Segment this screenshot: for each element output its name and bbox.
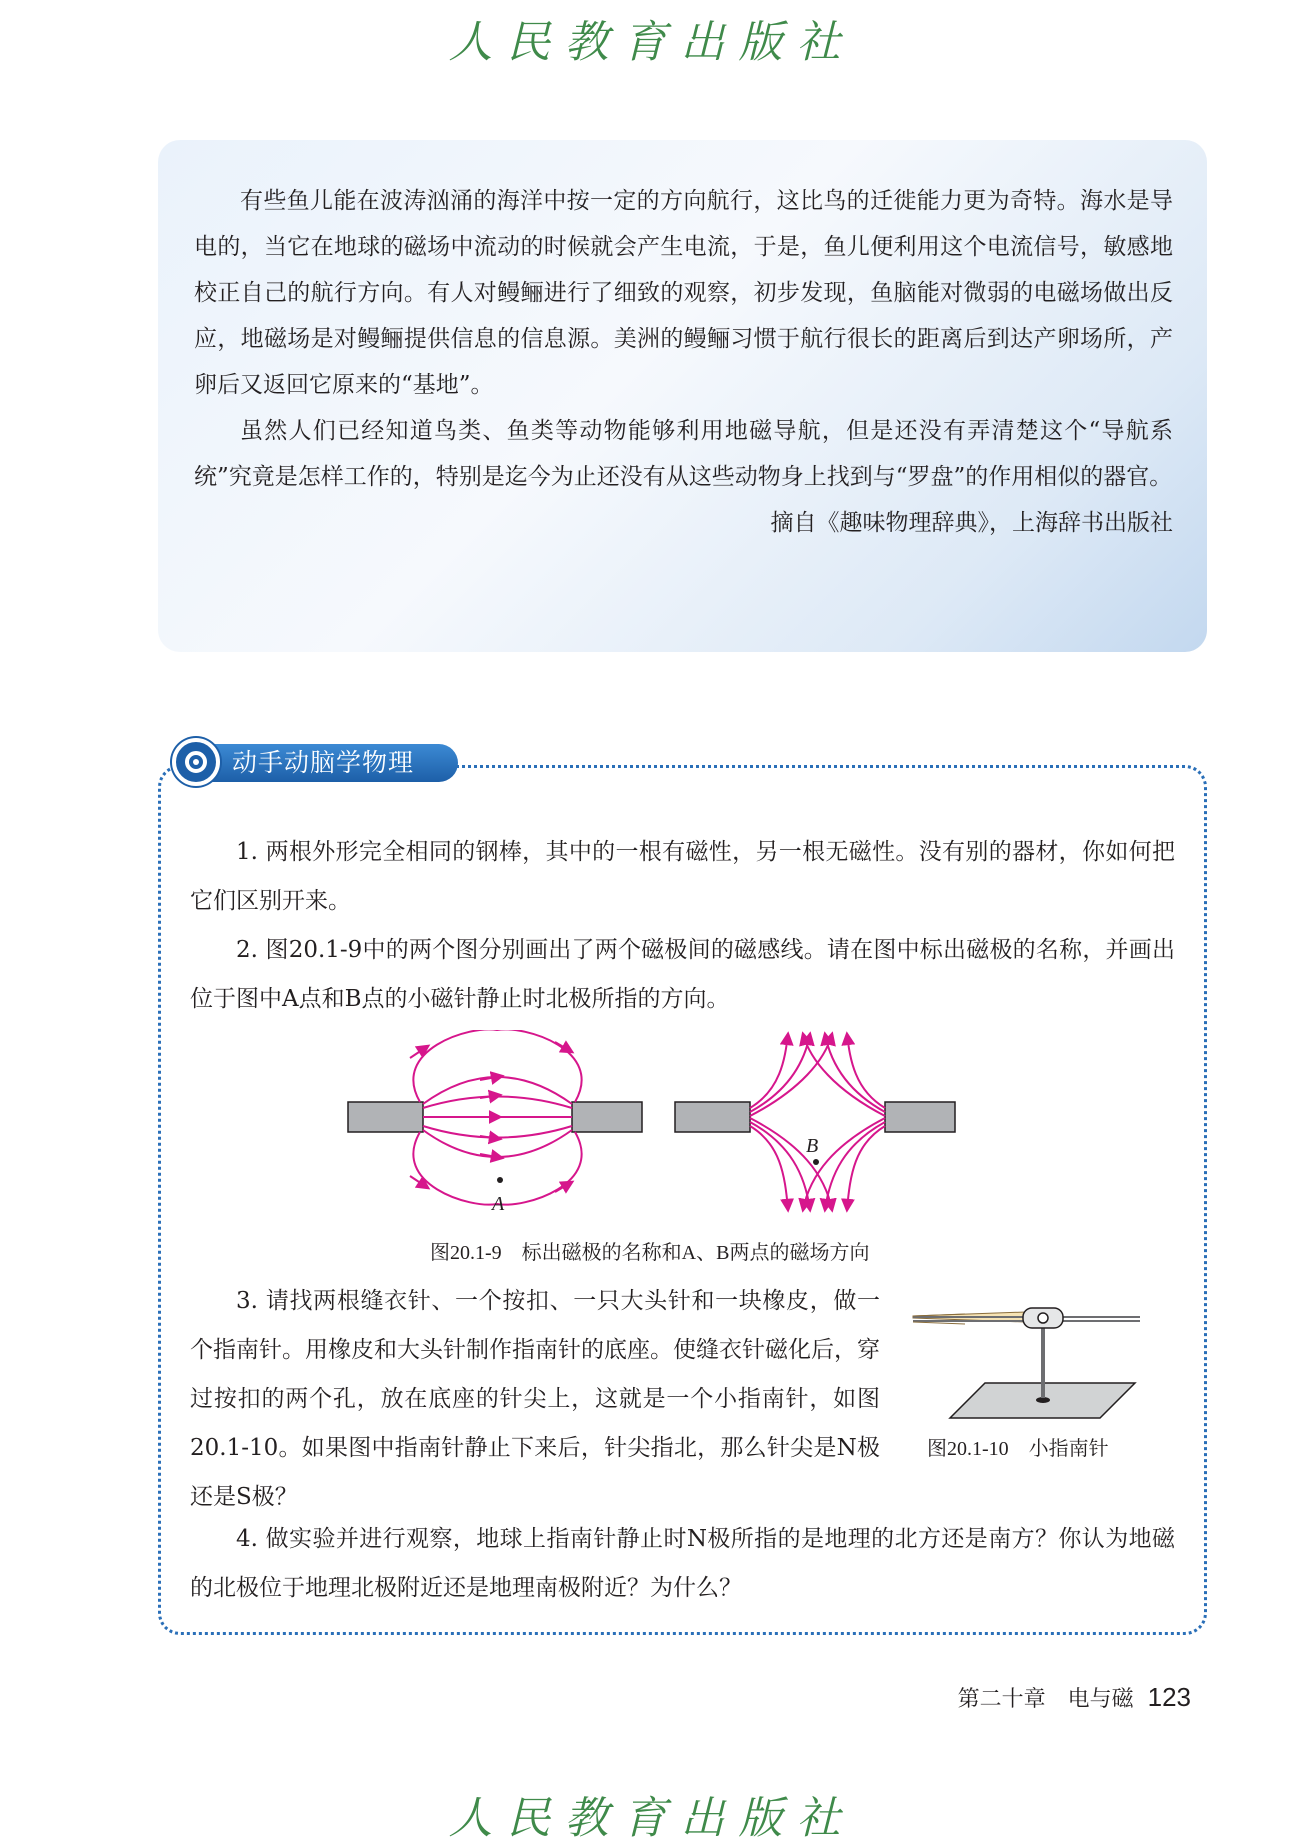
point-b-label: B	[806, 1135, 819, 1157]
reading-paragraph-2: 虽然人们已经知道鸟类、鱼类等动物能够利用地磁导航，但是还没有弄清楚这个“导航系统”究竟是怎样工作的，特别是迄今为止还没有从这些动物身上找到与“罗盘”的作用相似的器官。	[194, 418, 1173, 490]
question-4: 4. 做实验并进行观察，地球上指南针静止时N极所指的是地理的北方还是南方？你认为地磁的北极位于地理北极附近还是地理南极附近？为什么？	[190, 1526, 1175, 1601]
chapter-title: 第二十章 电与磁	[957, 1687, 1134, 1712]
target-icon	[172, 738, 220, 786]
magnet-pair-right	[675, 1034, 955, 1210]
question-2: 2. 图20.1-9中的两个图分别画出了两个磁极间的磁感线。请在图中标出磁极的名称，并画出位于图中A点和B点的小磁针静止时北极所指的方向。	[190, 937, 1175, 1012]
section-heading-label: 动手动脑学物理	[208, 744, 458, 782]
field-lines-right	[750, 1034, 885, 1210]
question-1: 1. 两根外形完全相同的钢棒，其中的一根有磁性，另一根无磁性。没有别的器材，你如何把它们区别开来。	[190, 839, 1175, 914]
figure-20-1-10	[905, 1278, 1145, 1428]
figure-20-1-9	[340, 1030, 1010, 1220]
reading-paragraph-1: 有些鱼儿能在波涛汹涌的海洋中按一定的方向航行，这比鸟的迁徙能力更为奇特。海水是导电的，当它在地球的磁场中流动的时候就会产生电流，于是，鱼儿便利用这个电流信号，敏感地校正自己的航行方向。有人对鳗鲡进行了细致的观察，初步发现，鱼脑能对微弱的电磁场做出反应，地磁场是对鳗鲡提供信息的信息源。美洲的鳗鲡习惯于航行很长的距离后到达产卵场所，产卵后又返回它原来的“基地”。	[194, 188, 1173, 398]
point-a-label: A	[492, 1193, 505, 1215]
magnet-pair-left	[348, 1030, 642, 1215]
reading-source: 摘自《趣味物理辞典》，上海辞书出版社	[770, 510, 1173, 536]
compass-illustration	[913, 1308, 1140, 1418]
figure-20-1-10-caption: 图20.1-10 小指南针	[927, 1438, 1109, 1460]
question-3: 3. 请找两根缝衣针、一个按扣、一只大头针和一块橡皮，做一个指南针。用橡皮和大头针制作指南针的底座。使缝衣针磁化后，穿过按扣的两个孔，放在底座的针尖上，这就是一个小指南针，如图20.1-10。如果图中指南针静止下来后，针尖指北，那么针尖是N极还是S极？	[190, 1288, 880, 1510]
publisher-footer: 人民教育出版社	[448, 1793, 855, 1844]
field-lines-left	[410, 1030, 582, 1205]
reading-box	[158, 140, 1207, 652]
publisher-header: 人民教育出版社	[448, 17, 855, 68]
figure-20-1-9-caption: 图20.1-9 标出磁极的名称和A、B两点的磁场方向	[430, 1242, 870, 1264]
page-number: 123	[1147, 1682, 1191, 1712]
page-footer	[958, 1682, 1191, 1713]
section-heading	[172, 738, 472, 786]
